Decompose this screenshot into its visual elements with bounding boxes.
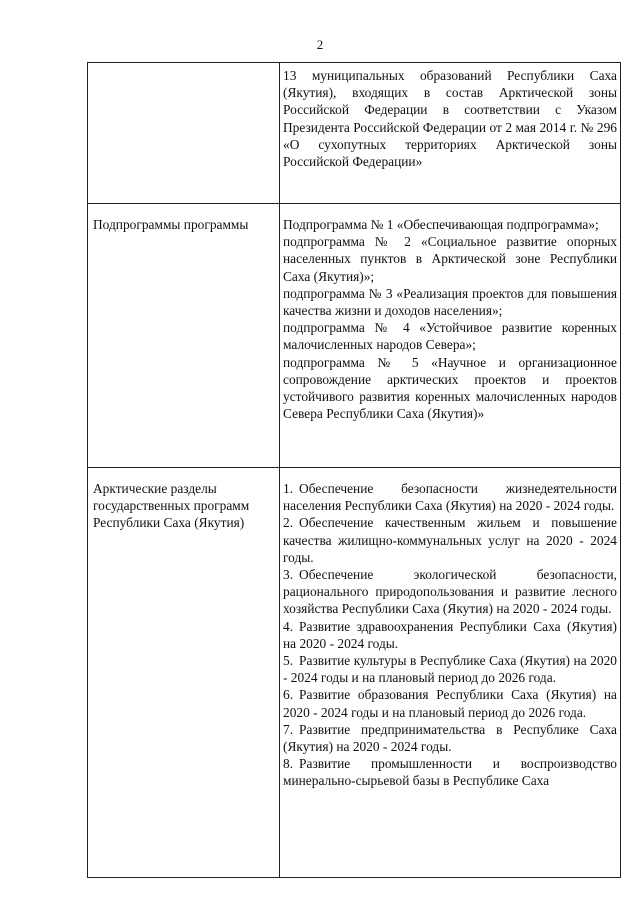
subprogram-item: подпрограмма № 5 «Научное и организационное сопровождение арктических проектов и проектов устойчивого развития коренных малочисленных народов Севера Республики Саха (Якутия)»	[283, 354, 617, 422]
subprogram-item: подпрограмма № 4 «Устойчивое развитие коренных малочисленных народов Севера»;	[283, 320, 617, 353]
item-number: 2.	[283, 515, 294, 531]
item-number: 7.	[283, 721, 294, 737]
row-label-subprograms: Подпрограммы программы	[88, 204, 280, 468]
program-list-item	[283, 686, 617, 720]
item-number: 4.	[283, 618, 294, 634]
row-value-cell	[280, 204, 621, 468]
row-label-cell	[88, 63, 280, 204]
item-text: Развитие здравоохранения Республики Саха (Якутия) на 2020 - 2024 годы.	[283, 618, 617, 651]
row-label-arctic-sections: Арктические разделы государственных программ Республики Саха (Якутия)	[88, 468, 280, 878]
program-list-item	[283, 652, 617, 686]
table-row	[88, 204, 621, 468]
item-number: 3.	[283, 567, 294, 583]
page-number: 2	[316, 37, 324, 52]
item-text: Развитие промышленности и воспроизводство минерально-сырьевой базы в Республике Саха	[283, 756, 617, 789]
item-number: 6.	[283, 687, 294, 703]
item-number: 1.	[283, 481, 294, 496]
item-text: Развитие образования Республики Саха (Якутия) на 2020 - 2024 годы и на плановый период до 2026 года.	[283, 687, 617, 720]
subprogram-item: подпрограмма № 3 «Реализация проектов для повышения качества жизни и доходов населения»;	[283, 285, 617, 319]
program-list-item	[283, 566, 617, 618]
program-list-item	[283, 721, 617, 755]
item-text: Развитие предпринимательства в Республике Саха (Якутия) на 2020 - 2024 годы.	[283, 721, 617, 755]
item-text: Развитие культуры в Республике Саха (Якутия) на 2020 - 2024 годы и на плановый период до 2026 года.	[283, 653, 617, 686]
subprogram-item: Подпрограмма № 1 «Обеспечивающая подпрограмма»;	[283, 217, 599, 232]
subprogram-item: подпрограмма № 2 «Социальное развитие опорных населенных пунктов в Арктической зоне Республики Саха (Якутия)»;	[283, 234, 617, 284]
program-list-item	[283, 755, 617, 789]
row-value-cell	[280, 63, 621, 204]
item-text: Обеспечение безопасности жизнедеятельности населения Республики Саха (Якутия) на 2020 - 2024 годы.	[283, 481, 617, 514]
program-list-item	[283, 618, 617, 652]
item-number: 8.	[283, 756, 294, 772]
table-row	[88, 468, 621, 878]
item-text: Обеспечение качественным жильем и повышение качества жилищно-коммунальных услуг на 2020 - 2024 годы.	[283, 515, 617, 565]
table-row	[88, 63, 621, 204]
program-list-item	[283, 480, 617, 514]
item-number: 5.	[283, 653, 294, 669]
item-text: Обеспечение экологической безопасности, рационального природопользования и развитие лесного хозяйства Республики Саха (Якутия) на 2020 - 2024 годы.	[283, 567, 617, 617]
row-value-cell	[280, 468, 621, 878]
program-list-item	[283, 514, 617, 566]
municipalities-text: 13 муниципальных образований Республики Саха (Якутия), входящих в состав Арктической зоны Российской Федерации в соответствии с Указом Президента Российской Федерации от 2 мая 2014 г. № 296 «О сухопутных территориях Арктической зоны Российской Федерации»	[283, 68, 617, 170]
program-passport-table	[87, 62, 621, 878]
